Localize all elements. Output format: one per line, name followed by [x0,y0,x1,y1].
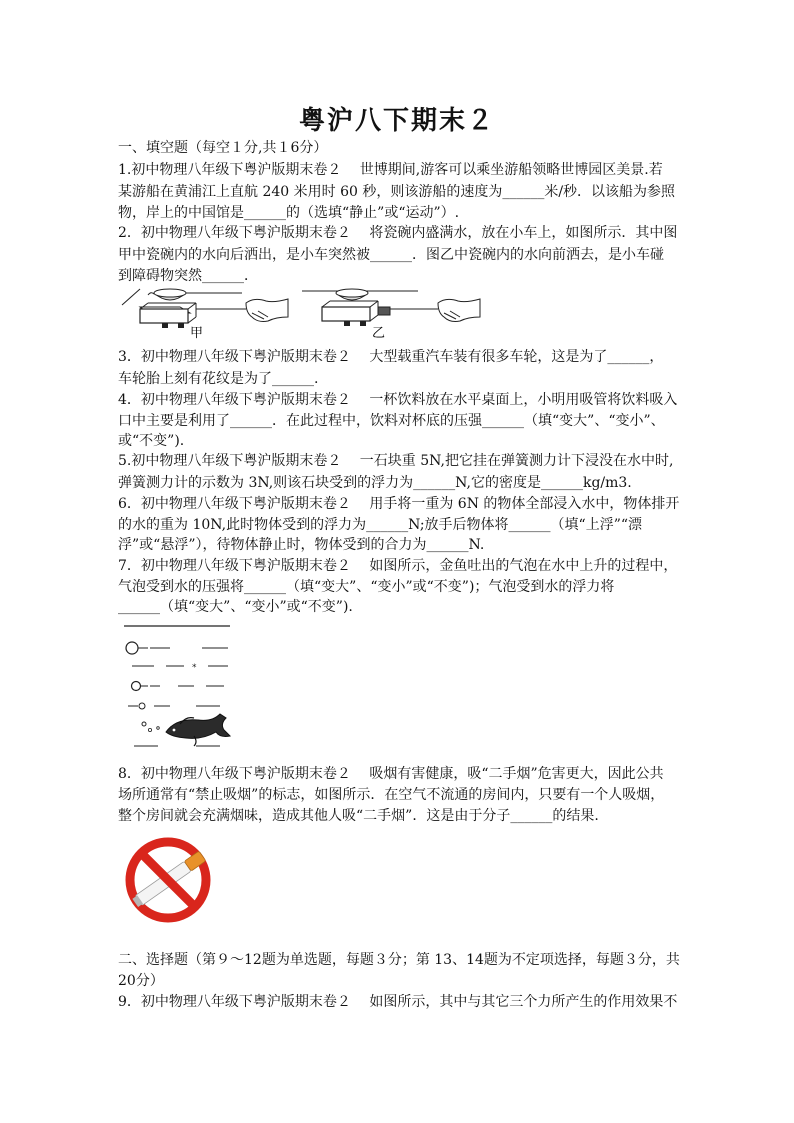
bubble-group [126,642,159,732]
question-8-line-1: 8．初中物理八年级下粤沪版期末卷２ 吸烟有害健康，吸“二手烟”危害更大，因此公共 [118,766,664,782]
svg-text:*: * [192,663,197,673]
question-9-line-1: 9．初中物理八年级下粤沪版期末卷２ 如图所示，其中与其它三个力所产生的作用效果不 [118,994,678,1010]
cart-a-illustration [122,289,288,328]
question-3-line-2: 车轮胎上刻有花纹是为了______. [118,371,319,387]
figure-label-jia: 甲 [190,326,204,341]
question-8-line-3: 整个房间就会充满烟味，造成其他人吸“二手烟”．这是由于分子______的结果. [118,808,599,824]
question-4-line-3: 或“不变”). [118,433,185,449]
question-4-line-2: 口中主要是利用了______．在此过程中，饮料对杯底的压强______（填“变大”、“变小”、 [118,413,665,429]
section-heading-multiple-choice-line-2: 20分） [118,973,164,989]
question-8-line-2: 场所通常有“禁止吸烟”的标志，如图所示．在空气不流通的房间内，只要有一个人吸烟， [118,787,665,803]
question-6-line-3: 浮”或“悬浮”），待物体静止时，物体受到的合力为______N. [118,537,485,553]
question-2-line-2: 甲中瓷碗内的水向后洒出，是小车突然被______．图乙中瓷碗内的水向前洒去，是小车碰 [118,247,664,263]
goldfish-bubbles-figure [120,620,235,755]
question-6-line-1: 6．初中物理八年级下粤沪版期末卷２ 用手将一重为 6N 的物体全部浸入水中，物体排开 [118,496,680,512]
question-7-line-3: ______（填“变大”、“变小”或“不变”). [118,599,353,615]
question-1-line-2: 某游船在黄浦江上直航 240 米用时 60 秒，则该游船的速度为______米/秒．以该船为参照 [118,184,676,200]
question-4-line-1: 4．初中物理八年级下粤沪版期末卷２ 一杯饮料放在水平桌面上，小明用吸管将饮料吸入 [118,392,678,408]
question-2-line-1: 2．初中物理八年级下粤沪版期末卷２ 将瓷碗内盛满水，放在小车上，如图所示．其中图 [118,225,678,241]
question-6-line-2: 的水的重为 10N,此时物体受到的浮力为______N;放手后物体将______（填“上浮”“漂 [118,517,643,533]
question-2-line-3: 到障碍物突然______． [118,268,258,284]
cart-b-illustration [302,289,480,326]
question-5-line-1: 5.初中物理八年级下粤沪版期末卷２ 一石块重 5N,把它挂在弹簧测力计下浸没在水中时, [118,453,674,469]
question-3-line-1: 3．初中物理八年级下粤沪版期末卷２ 大型载重汽车装有很多车轮，这是为了______， [118,349,664,365]
figure-label-yi: 乙 [372,326,386,341]
cart-bowl-figure [118,285,498,341]
question-5-line-2: 弹簧测力计的示数为 3N,则该石块受到的浮力为______N,它的密度是______kg/m3. [118,475,632,491]
question-1-line-1: 1.初中物理八年级下粤沪版期末卷２ 世博期间,游客可以乘坐游船领略世博园区美景.若 [118,162,663,178]
goldfish-illustration [166,714,230,746]
no-smoking-icon [122,832,214,924]
section-heading-fill-blank: 一、填空题（每空１分,共１6分） [118,140,328,156]
section-heading-multiple-choice-line-1: 二、选择题（第９～12题为单选题，每题３分；第 13、14题为不定项选择，每题３分，共 [118,952,680,968]
page-title: 粤沪八下期末２ [298,106,495,136]
question-7-line-1: 7．初中物理八年级下粤沪版期末卷２ 如图所示，金鱼吐出的气泡在水中上升的过程中， [118,558,678,574]
question-7-line-2: 气泡受到水的压强将______（填“变大”、“变小”或“不变”)；气泡受到水的浮力将 [118,579,615,595]
question-1-line-3: 物，岸上的中国馆是______的（选填“静止”或“运动”）. [118,205,460,221]
